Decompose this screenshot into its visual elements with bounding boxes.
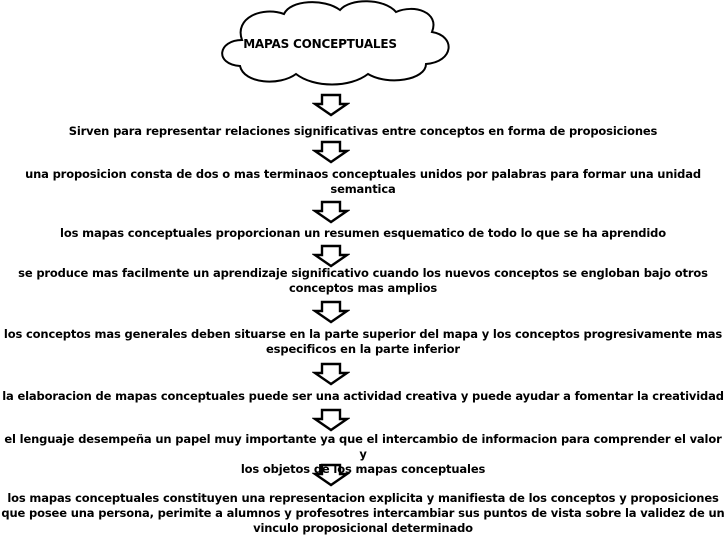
statement-line: semantica <box>330 182 396 196</box>
statement-line: una proposicion consta de dos o mas terminaos conceptuales unidos por palabras para formar una unidad <box>25 167 701 181</box>
statement-line: conceptos mas amplios <box>288 281 438 295</box>
statement-line: los conceptos mas generales deben situarse en la parte superior del mapa y los conceptos progresivamente mas <box>3 327 723 341</box>
statement-line: especificos en la parte inferior <box>266 342 460 356</box>
statement-line: se produce mas facilmente un aprendizaje significativo cuando los nuevos conceptos se engloban bajo otros <box>18 266 708 280</box>
concept-statement-6 <box>0 389 726 404</box>
statement-line: la elaboracion de mapas conceptuales puede ser una actividad creativa y puede ayudar a fomentar la creatividad <box>2 389 724 403</box>
concept-statement-2 <box>0 167 726 197</box>
statement-line: los mapas conceptuales constituyen una representacion explicita y manifiesta de los conceptos y proposiciones <box>7 491 719 505</box>
statement-line: vinculo proposicional determinado <box>253 521 473 535</box>
down-arrow-icon <box>312 408 350 432</box>
down-arrow-icon <box>312 244 350 268</box>
statement-line: los objetos de los mapas conceptuales <box>240 462 486 476</box>
down-arrow-icon <box>312 200 350 224</box>
statement-line: los mapas conceptuales proporcionan un resumen esquematico de todo lo que se ha aprendido <box>60 226 666 240</box>
concept-statement-1 <box>0 124 726 139</box>
statement-line: Sirven para representar relaciones significativas entre conceptos en forma de proposiciones <box>68 124 658 138</box>
down-arrow-icon <box>312 362 350 386</box>
concept-statement-4 <box>0 266 726 296</box>
concept-statement-8 <box>0 491 726 536</box>
diagram-title: MAPAS CONCEPTUALES <box>243 37 397 51</box>
concept-statement-7 <box>0 432 726 477</box>
down-arrow-icon <box>312 140 350 164</box>
down-arrow-icon <box>312 93 350 117</box>
concept-statement-3 <box>0 226 726 241</box>
statement-line: el lenguaje desempeña un papel muy importante ya que el intercambio de informacion para comprender el valor y <box>4 432 722 461</box>
statement-line: que posee una persona, perimite a alumnos y profesotres intercambiar sus puntos de vista sobre la validez de un <box>1 506 725 520</box>
down-arrow-icon <box>312 300 350 324</box>
concept-statement-5 <box>0 327 726 357</box>
